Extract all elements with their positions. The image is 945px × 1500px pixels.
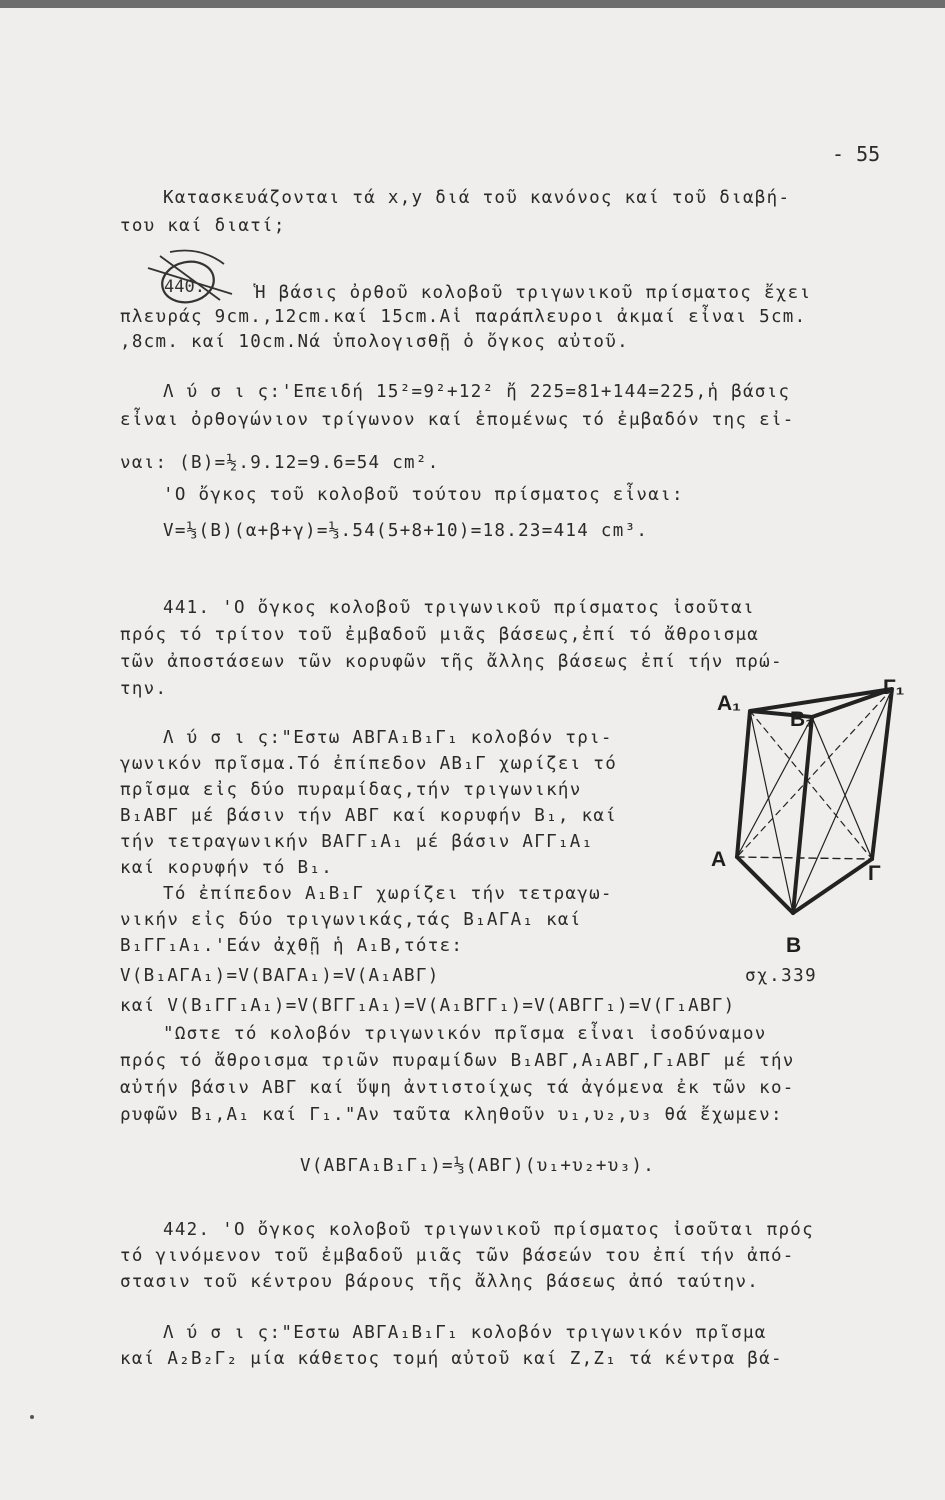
label-a1: A₁ bbox=[717, 692, 741, 715]
text-line-s441-line-1: Λ ύ σ ι ς:"Εστω ΑΒΓΑ₁Β₁Γ₁ κολοβόν τρι- bbox=[163, 728, 613, 748]
text-line-p442-line-2: τό γινόμενον τοῦ ἐμβαδοῦ μιᾶς τῶν βάσεών του ἐπί τήν ἀπό- bbox=[120, 1246, 795, 1266]
text-line-eq441-line-3: V(ΑΒΓΑ₁Β₁Γ₁)=⅓(ΑΒΓ)(υ₁+υ₂+υ₃). bbox=[300, 1156, 656, 1176]
text-line-p441-line-3: τῶν ἀποστάσεων τῶν κορυφῶν τῆς ἄλλης βάσεως ἐπί τήν πρώ- bbox=[120, 652, 783, 672]
text-line-p441-line-4: την. bbox=[120, 679, 168, 699]
label-b1: B₁ bbox=[790, 708, 814, 731]
text-line-intro-line-1: Κατασκευάζονται τά x,y διά τοῦ κανόνος καί τοῦ διαβή- bbox=[163, 188, 791, 208]
label-b: B bbox=[786, 934, 802, 957]
label-a: A bbox=[711, 848, 727, 871]
label-g: Γ bbox=[868, 862, 881, 885]
text-line-s441-line-8: νικήν εἰς δύο τριγωνικάς,τάς Β₁ΑΓΑ₁ καί bbox=[120, 910, 582, 930]
label-g1: Γ₁ bbox=[883, 676, 905, 699]
text-line-s441-line-3: πρῖσμα εἰς δύο πυραμίδας,τήν τριγωνικήν bbox=[120, 780, 582, 800]
top-border bbox=[0, 0, 945, 8]
text-line-p440-line-3: ,8cm. καί 10cm.Νά ὑπολογισθῇ ὁ ὄγκος αὐτοῦ. bbox=[120, 332, 629, 352]
crossed-out-number bbox=[140, 246, 250, 306]
page-number: - 55 bbox=[832, 142, 881, 166]
text-line-s441-line-13: ρυφῶν Β₁,Α₁ καί Γ₁."Αν ταῦτα κληθοῦν υ₁,υ₂,υ₃ θά ἔχωμεν: bbox=[120, 1105, 783, 1125]
text-line-p442-line-3: στασιν τοῦ κέντρου βάρους τῆς ἄλλης βάσεως ἀπό ταύτην. bbox=[120, 1272, 760, 1292]
text-line-s440-line-4: 'Ο ὄγκος τοῦ κολοβοῦ τούτου πρίσματος εἶναι: bbox=[163, 485, 684, 505]
text-line-p441-line-1: 441. 'Ο ὄγκος κολοβοῦ τριγωνικοῦ πρίσματος ἰσοῦται bbox=[163, 598, 755, 618]
figure-caption: σχ.339 bbox=[745, 966, 818, 986]
text-line-s442-line-1: Λ ύ σ ι ς:"Εστω ΑΒΓΑ₁Β₁Γ₁ κολοβόν τριγωνικόν πρῖσμα bbox=[163, 1323, 767, 1343]
text-line-s441-line-11: πρός τό ἄθροισμα τριῶν πυραμίδων Β₁ΑΒΓ,Α₁ΑΒΓ,Γ₁ΑΒΓ μέ τήν bbox=[120, 1051, 795, 1071]
text-line-eq441-line-2: καί V(Β₁ΓΓ₁Α₁)=V(ΒΓΓ₁Α₁)=V(Α₁ΒΓΓ₁)=V(ΑΒΓΓ₁)=V(Γ₁ΑΒΓ) bbox=[120, 996, 736, 1016]
text-line-p440-line-1: Ἡ βάσις ὀρθοῦ κολοβοῦ τριγωνικοῦ πρίσματος ἔχει bbox=[255, 283, 812, 303]
text-line-p440-line-2: πλευράς 9cm.,12cm.καί 15cm.Αἱ παράπλευροι ἀκμαί εἶναι 5cm. bbox=[120, 307, 807, 327]
text-line-s441-line-12: αὐτήν βάσιν ΑΒΓ καί ὕψη ἀντιστοίχως τά ἀγόμενα ἐκ τῶν κο- bbox=[120, 1078, 795, 1098]
text-line-s440-line-2: εἶναι ὀρθογώνιον τρίγωνον καί ἑπομένως τό ἐμβαδόν της εἰ- bbox=[120, 410, 795, 430]
text-line-s440-line-1: Λ ύ σ ι ς:'Επειδή 15²=9²+12² ἤ 225=81+144=225,ἡ βάσις bbox=[163, 382, 791, 402]
struck-exercise-number: 440. bbox=[164, 277, 205, 297]
text-line-s441-line-6: καί κορυφήν τό Β₁. bbox=[120, 858, 334, 878]
text-line-s440-line-5: V=⅓(Β)(α+β+γ)=⅓.54(5+8+10)=18.23=414 cm³. bbox=[163, 521, 649, 541]
text-line-s442-line-2: καί Α₂Β₂Γ₂ μία κάθετος τομή αὐτοῦ καί Ζ,Ζ₁ τά κέντρα βά- bbox=[120, 1349, 783, 1369]
text-line-s440-line-3: ναι: (Β)=½.9.12=9.6=54 cm². bbox=[120, 453, 440, 473]
text-line-eq441-line-1: V(Β₁ΑΓΑ₁)=V(ΒΑΓΑ₁)=V(Α₁ΑΒΓ) bbox=[120, 966, 440, 986]
paper-speck bbox=[30, 1415, 34, 1419]
text-line-p441-line-2: πρός τό τρίτον τοῦ ἐμβαδοῦ μιᾶς βάσεως,ἐπί τό ἄθροισμα bbox=[120, 625, 760, 645]
text-line-s441-line-7: Τό ἐπίπεδον Α₁Β₁Γ χωρίζει τήν τετραγω- bbox=[163, 884, 613, 904]
text-line-s441-line-4: Β₁ΑΒΓ μέ βάσιν τήν ΑΒΓ καί κορυφήν Β₁, καί bbox=[120, 806, 618, 826]
text-line-s441-line-9: Β₁ΓΓ₁Α₁.'Εάν ἀχθῇ ἡ Α₁Β,τότε: bbox=[120, 936, 464, 956]
text-line-s441-line-2: γωνικόν πρῖσμα.Τό ἐπίπεδον ΑΒ₁Γ χωρίζει τό bbox=[120, 754, 618, 774]
text-line-s441-line-5: τήν τετραγωνικήν ΒΑΓΓ₁Α₁ μέ βάσιν ΑΓΓ₁Α₁ bbox=[120, 832, 594, 852]
text-line-intro-line-2: του καί διατί; bbox=[120, 216, 286, 236]
text-line-p442-line-1: 442. 'Ο ὄγκος κολοβοῦ τριγωνικοῦ πρίσματος ἰσοῦται πρός bbox=[163, 1220, 814, 1240]
text-line-s441-line-10: "Ωστε τό κολοβόν τριγωνικόν πρῖσμα εἶναι ἰσοδύναμον bbox=[163, 1024, 767, 1044]
